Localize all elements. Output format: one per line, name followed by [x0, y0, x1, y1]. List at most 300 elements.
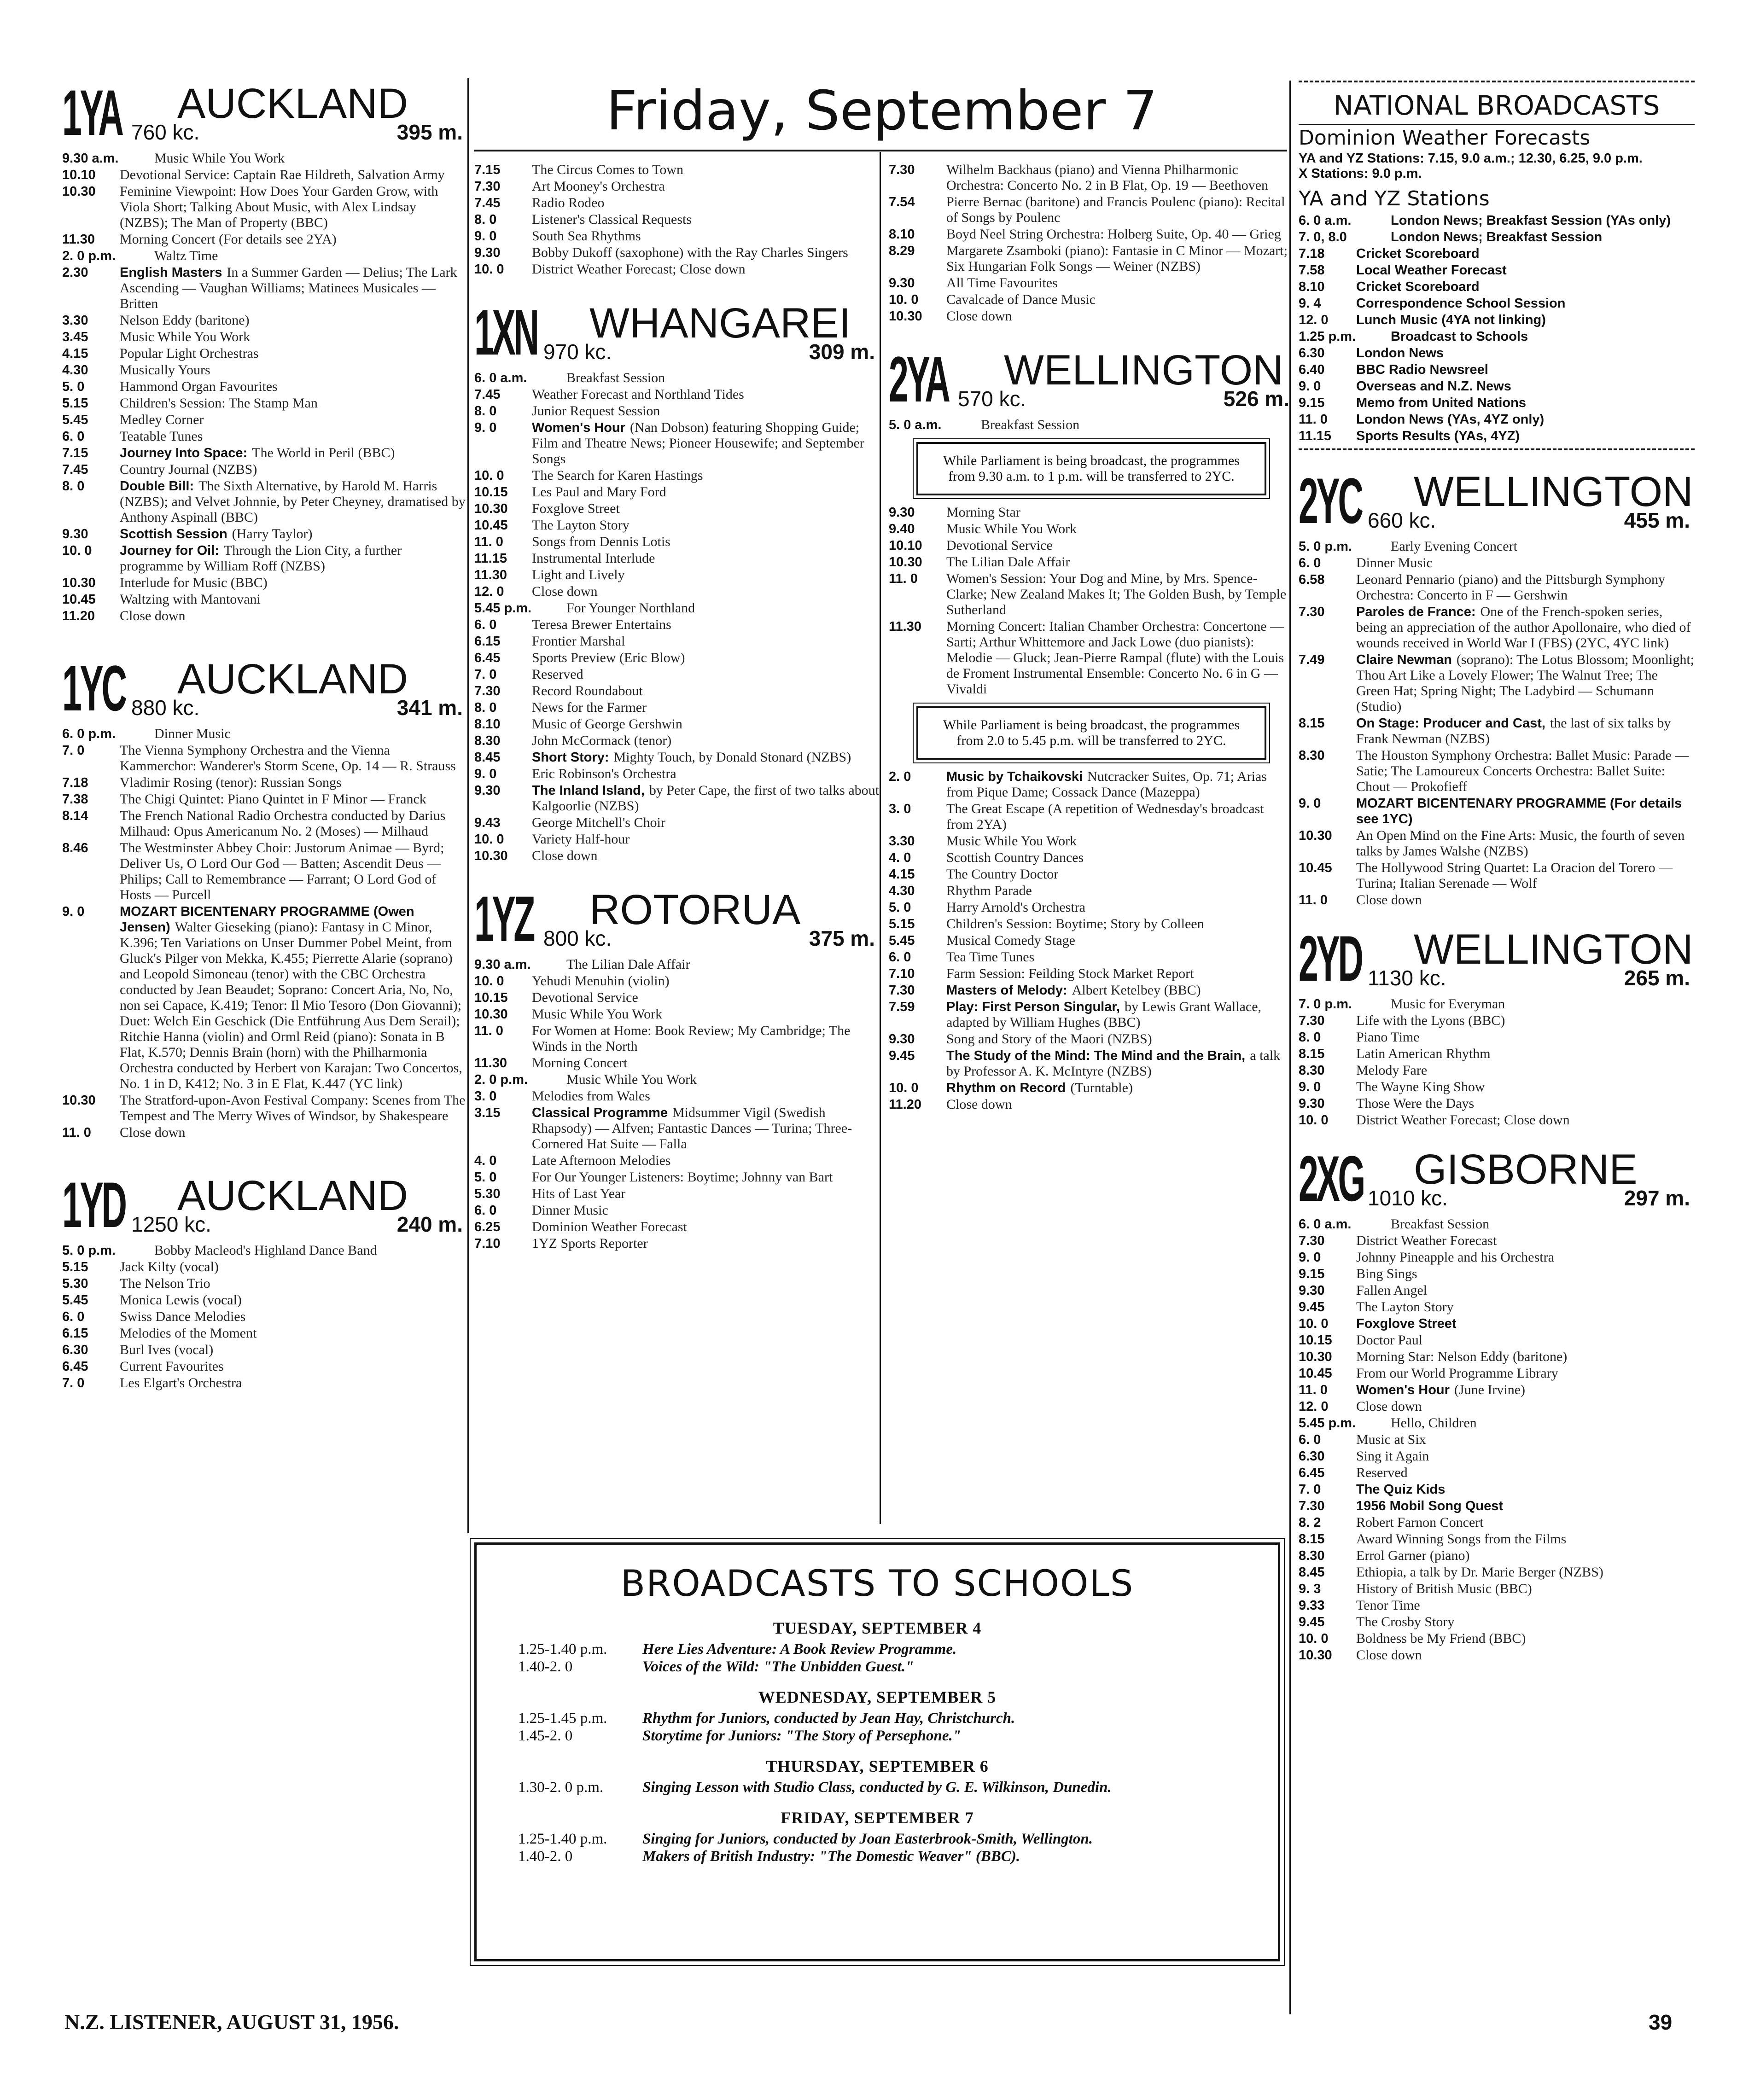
programme-time: 4.15	[889, 867, 915, 882]
programme-time: 7.30	[1299, 1013, 1325, 1028]
programme-description: Hits of Last Year	[532, 1186, 626, 1201]
programme-description: Bobby Macleod's Highland Dance Band	[154, 1243, 377, 1258]
programme-time: 4. 0	[889, 850, 911, 865]
programme-description: Pierre Bernac (baritone) and Francis Poulenc (piano): Recital of Songs by Poulenc	[946, 194, 1285, 225]
programme-time: 10. 0	[1299, 1631, 1329, 1646]
programme-entry	[1299, 1614, 1695, 1630]
programme-entry	[474, 617, 880, 633]
programme-time: 6.15	[62, 1326, 88, 1341]
station-header-1xn	[474, 296, 880, 369]
programme-entry	[474, 567, 880, 583]
programme-time: 10.30	[474, 849, 508, 863]
programme-description: Albert Ketelbey (BBC)	[1072, 983, 1201, 998]
programme-time: 10.30	[889, 309, 922, 324]
programme-list-1xn	[474, 370, 880, 864]
programme-entry	[1299, 1349, 1695, 1365]
programme-time: 6.30	[62, 1343, 88, 1357]
programme-description: Lunch Music (4YA not linking)	[1356, 313, 1546, 327]
programme-entry	[1299, 1233, 1695, 1249]
programme-time: 5. 0 p.m.	[62, 1243, 116, 1258]
programme-time: 8. 0	[62, 479, 85, 494]
programme-time: 7.49	[1299, 652, 1325, 667]
programme-entry	[62, 462, 467, 477]
programme-description: News for the Farmer	[532, 700, 647, 715]
programme-time: 7.30	[1299, 605, 1325, 619]
station-header-1yz	[474, 883, 880, 956]
programme-description: Vladimir Rosing (tenor): Russian Songs	[120, 775, 342, 790]
programme-description: From our World Programme Library	[1356, 1366, 1558, 1381]
programme-title: Masters of Melody:	[946, 983, 1067, 998]
programme-description: Melody Fare	[1356, 1063, 1428, 1078]
programme-time: 8.45	[1299, 1565, 1325, 1580]
programme-entry	[1299, 555, 1695, 571]
programme-description: Junior Request Session	[532, 403, 660, 419]
programme-entry	[474, 1055, 880, 1071]
programme-entry	[474, 1236, 880, 1251]
programme-entry	[474, 212, 880, 227]
programme-entry	[474, 683, 880, 699]
programme-time: 9.45	[889, 1048, 915, 1063]
programme-description: Monica Lewis (vocal)	[120, 1292, 242, 1308]
programme-time: 11.15	[474, 551, 507, 566]
weather-times-yayz: YA and YZ Stations: 7.15, 9.0 a.m.; 12.30, 6.25, 9.0 p.m.	[1299, 151, 1643, 166]
programme-description: Through the Lion City, a further programme by William Roff (NZBS)	[120, 543, 402, 574]
programme-description: Walter Gieseking (piano): Fantasy in C Minor, K.396; Ten Variations on Unser Dummer Pobel Meint, from Gluck's Pilger von Mekka, K.455; Pierrette Alarie (soprano) and Leopold Simoneau (tenor) with the CBC Orchestra conducted by Jean Beaudet; Soprano: Concert Aria, No, No, non sei Capace, K.419; Tenor: Il Mio Tesoro (Don Giovanni); Duet: Welch Ein Geschick (Die Entführung Aus Dem Serail); Ritchie Hanna (violin) and Orml Reid (piano): Sonata in B Flat, K.570; Dennis Brain (horn) with the Philharmonia Orchestra conducted by Herbert von Karajan: Two Concertos, No. 1 in D, K412; No. 3 in E Flat, K.447 (YC link)	[120, 919, 462, 1091]
programme-description: Music While You Work	[946, 833, 1077, 849]
programme-time: 5.45	[62, 1293, 88, 1308]
programme-title: Short Story:	[532, 750, 609, 765]
programme-time: 6.30	[1299, 1449, 1325, 1464]
programme-list-1yc	[62, 726, 467, 1140]
programme-description: Bobby Dukoff (saxophone) with the Ray Charles Singers	[532, 245, 848, 260]
programme-description: District Weather Forecast; Close down	[532, 262, 746, 277]
programme-description: Hammond Organ Favourites	[120, 379, 278, 394]
programme-description: Variety Half-hour	[532, 832, 630, 847]
programme-entry	[889, 308, 1294, 324]
programme-title: On Stage: Producer and Cast,	[1356, 716, 1545, 731]
programme-time: 9.30 a.m.	[474, 957, 531, 972]
programme-entry	[62, 1259, 467, 1275]
programme-entry	[1299, 1030, 1695, 1045]
programme-time: 9.30	[889, 1032, 915, 1047]
programme-time: 6. 0	[62, 429, 85, 444]
programme-description: Nelson Eddy (baritone)	[120, 313, 250, 328]
programme-time: 5.30	[474, 1187, 501, 1201]
programme-description: The Houston Symphony Orchestra: Ballet Music: Parade — Satie; The Lamoureux Concerts Orchestra: Ballet Suite: Chout — Prokofieff	[1356, 748, 1689, 794]
programme-description: Latin American Rhythm	[1356, 1046, 1491, 1061]
programme-description: Music of George Gershwin	[532, 716, 682, 732]
programme-entry	[62, 904, 467, 1092]
programme-entry	[1299, 1299, 1695, 1315]
programme-list-2ya-afternoon	[889, 769, 1294, 1112]
programme-entry	[62, 775, 467, 791]
programme-description: by Lewis Grant Wallace, adapted by William Hughes (BBC)	[946, 999, 1262, 1030]
programme-entry	[1299, 1332, 1695, 1348]
programme-time: 2. 0 p.m.	[474, 1072, 528, 1087]
station-call: 1YA	[62, 76, 122, 149]
programme-time: 10.30	[474, 1007, 508, 1022]
programme-description: Women's Session: Your Dog and Mine, by Mrs. Spence-Clarke; New Zealand Makes It; The Golden Bush, by Temple Sutherland	[946, 571, 1287, 617]
programme-description: For Our Younger Listeners: Boytime; Johnny van Bart	[532, 1169, 833, 1185]
programme-description: Close down	[532, 584, 598, 599]
programme-time: 7.30	[1299, 1499, 1325, 1513]
programme-time: 12. 0	[1299, 313, 1329, 327]
programme-time: 4.30	[889, 884, 915, 898]
station-wavelength: 297 m.	[1624, 1186, 1690, 1210]
programme-entry	[889, 933, 1294, 948]
column-1	[62, 76, 467, 1392]
programme-description: Close down	[1356, 1399, 1422, 1414]
programme-entry	[474, 468, 880, 483]
programme-time: 8.30	[1299, 1063, 1325, 1078]
schools-broadcast-title: Here Lies Adventure: A Book Review Programme.	[642, 1641, 957, 1658]
programme-description: Harry Arnold's Orchestra	[946, 900, 1085, 915]
programme-entry	[1299, 828, 1695, 859]
programme-description: For Women at Home: Book Review; My Cambridge; The Winds in the North	[532, 1023, 851, 1054]
programme-entry	[62, 429, 467, 444]
programme-list-2ya-late-morning	[889, 505, 1294, 697]
programme-time: 11.30	[474, 1056, 507, 1070]
programme-description: (June Irvine)	[1454, 1382, 1526, 1397]
programme-description: All Time Favourites	[946, 275, 1058, 291]
schools-day-heading: TUESDAY, SEPTEMBER 4	[773, 1619, 982, 1637]
programme-entry	[1299, 1565, 1695, 1580]
station-call: 2XG	[1299, 1142, 1364, 1215]
station-city: WELLINGTON	[1004, 347, 1283, 394]
programme-time: 7.45	[62, 462, 88, 477]
programme-description: Morning Concert (For details see 2YA)	[120, 232, 337, 247]
programme-time: 7.10	[889, 966, 915, 981]
station-city: AUCKLAND	[177, 80, 408, 127]
programme-time: 9.30	[889, 505, 915, 520]
programme-description: Sports Preview (Eric Blow)	[532, 650, 685, 665]
schools-broadcast-time: 1.25-1.40 p.m.	[518, 1831, 607, 1847]
station-wavelength: 455 m.	[1624, 508, 1690, 532]
programme-entry	[889, 916, 1294, 932]
programme-description: South Sea Rhythms	[532, 228, 641, 244]
programme-entry	[474, 766, 880, 782]
programme-description: Sports Results (YAs, 4YZ)	[1356, 429, 1520, 443]
programme-description: Dinner Music	[1356, 555, 1433, 570]
programme-title: Scottish Session	[120, 527, 227, 541]
station-city: AUCKLAND	[177, 656, 408, 703]
programme-time: 7.58	[1299, 263, 1325, 278]
programme-entry	[1299, 1581, 1695, 1597]
programme-time: 7.30	[889, 983, 915, 998]
programme-time: 9.30	[474, 245, 501, 260]
programme-time: 10.30	[1299, 1648, 1332, 1663]
programme-entry	[62, 1326, 467, 1341]
programme-entry	[62, 1276, 467, 1291]
programme-time: 11. 0	[889, 571, 918, 586]
station-header-1yd	[62, 1169, 467, 1242]
programme-time: 7.30	[1299, 1233, 1325, 1248]
programme-entry	[62, 346, 467, 361]
schools-broadcast-item	[518, 1779, 1278, 1796]
station-call: 1YC	[62, 652, 125, 724]
station-frequency: 1130 kc.	[1368, 966, 1446, 990]
programme-description: The Wayne King Show	[1356, 1079, 1485, 1094]
programme-time: 10.30	[62, 184, 96, 199]
programme-entry	[474, 1088, 880, 1104]
programme-time: 2. 0	[889, 769, 911, 784]
programme-time: 3.30	[889, 834, 915, 849]
programme-entry	[1299, 1079, 1695, 1095]
programme-time: 5. 0	[474, 1170, 497, 1185]
programme-time: 5. 0	[889, 900, 911, 915]
programme-description: The Search for Karen Hastings	[532, 468, 703, 483]
programme-description: Musically Yours	[120, 362, 210, 378]
programme-description: The Country Doctor	[946, 867, 1059, 882]
programme-time: 8.10	[889, 227, 915, 242]
programme-entry	[62, 1125, 467, 1140]
programme-description: Melodies of the Moment	[120, 1326, 257, 1341]
programme-description: Waltz Time	[154, 248, 218, 263]
station-header-1ya	[62, 76, 467, 150]
programme-entry	[62, 526, 467, 542]
programme-entry	[62, 1342, 467, 1358]
programme-description: Leonard Pennario (piano) and the Pittsburgh Symphony Orchestra: Concerto in F — Gershwin	[1356, 572, 1666, 603]
station-header-2xg	[1299, 1142, 1695, 1216]
programme-entry	[1299, 378, 1695, 394]
programme-description: The Sixth Alternative, by Harold M. Harris (NZBS); and Velvet Johnnie, by Peter Cheyney, dramatised by Anthony Aspinall (BBC)	[120, 478, 466, 525]
programme-time: 7.15	[474, 163, 501, 177]
programme-time: 8.29	[889, 244, 915, 258]
programme-time: 11. 0	[1299, 412, 1328, 427]
programme-entry	[474, 501, 880, 517]
programme-time: 9.30	[62, 527, 88, 541]
programme-time: 8. 0	[1299, 1030, 1321, 1045]
programme-time: 6.15	[474, 634, 501, 649]
programme-entry	[889, 999, 1294, 1030]
programme-description: Musical Comedy Stage	[946, 933, 1075, 948]
publication-footer: N.Z. LISTENER, AUGUST 31, 1956.	[64, 2010, 399, 2034]
schools-title: BROADCASTS TO SCHOOLS	[620, 1563, 1134, 1605]
station-frequency: 800 kc.	[543, 926, 612, 950]
programme-list-1yd	[62, 1243, 467, 1391]
programme-entry	[474, 1023, 880, 1054]
programme-entry	[62, 1309, 467, 1325]
programme-entry	[889, 162, 1294, 193]
programme-description: the last of six talks by Frank Newman (NZBS)	[1356, 716, 1671, 746]
programme-time: 6. 0	[889, 950, 911, 965]
programme-description: Radio Rodeo	[532, 195, 605, 210]
programme-entry	[62, 840, 467, 903]
programme-time: 10. 0	[889, 1081, 919, 1095]
programme-time: 11. 0	[1299, 893, 1328, 907]
programme-time: 11.15	[1299, 429, 1331, 443]
programme-time: 6.25	[474, 1220, 501, 1234]
programme-time: 3.45	[62, 330, 88, 344]
programme-time: 5.45	[889, 933, 915, 948]
programme-time: 9. 0	[474, 420, 497, 435]
station-frequency: 660 kc.	[1368, 508, 1436, 532]
station-call: 2YC	[1299, 465, 1362, 537]
programme-entry	[62, 184, 467, 231]
page-date-heading: Friday, September 7	[606, 79, 1158, 142]
programme-description: The Vienna Symphony Orchestra and the Vienna Kammerchor: Wanderer's Storm Scene, Op. 14 — R. Strauss	[120, 743, 456, 774]
station-city: AUCKLAND	[177, 1172, 408, 1219]
programme-time: 6. 0	[1299, 1432, 1321, 1447]
programme-title: Classical Programme	[532, 1105, 668, 1120]
programme-entry	[1299, 213, 1695, 228]
station-frequency: 970 kc.	[543, 340, 612, 364]
programme-time: 5. 0 p.m.	[1299, 539, 1352, 554]
programme-time: 10.45	[62, 592, 96, 607]
programme-description: Listener's Classical Requests	[532, 212, 692, 227]
station-city: WHANGAREI	[589, 300, 851, 347]
programme-description: Swiss Dance Melodies	[120, 1309, 246, 1324]
programme-entry	[1299, 1096, 1695, 1111]
station-city: GISBORNE	[1414, 1146, 1638, 1193]
programme-entry	[1299, 1013, 1695, 1029]
programme-entry	[474, 750, 880, 765]
programme-entry	[474, 584, 880, 599]
programme-time: 10.45	[474, 518, 508, 533]
programme-description: Reserved	[1356, 1465, 1408, 1480]
programme-description: Close down	[946, 1097, 1012, 1112]
programme-list-2yc	[1299, 539, 1695, 908]
programme-description: Errol Garner (piano)	[1356, 1548, 1470, 1563]
programme-time: 8.10	[474, 717, 501, 732]
programme-description: Melodies from Wales	[532, 1088, 650, 1104]
programme-description: The World in Peril (BBC)	[252, 445, 395, 460]
programme-entry	[474, 228, 880, 244]
programme-description: Yehudi Menuhin (violin)	[532, 973, 670, 989]
programme-time: 9. 0	[1299, 796, 1321, 811]
programme-description: Les Elgart's Orchestra	[120, 1375, 242, 1390]
programme-entry	[62, 1292, 467, 1308]
programme-entry	[1299, 892, 1695, 908]
programme-time: 12. 0	[1299, 1399, 1329, 1414]
programme-time: 10. 0	[62, 543, 92, 558]
programme-time: 9.30 a.m.	[62, 151, 119, 166]
programme-time: 6. 0 a.m.	[1299, 1217, 1352, 1232]
programme-entry	[62, 1375, 467, 1391]
programme-time: 2. 0 p.m.	[62, 249, 116, 263]
programme-description: Fallen Angel	[1356, 1283, 1428, 1298]
programme-time: 9.30	[474, 783, 501, 798]
programme-description: The Layton Story	[1356, 1299, 1454, 1315]
programme-entry	[1299, 1266, 1695, 1282]
programme-time: 5.15	[62, 1260, 88, 1274]
programme-time: 10.30	[474, 501, 508, 516]
programme-description: Dominion Weather Forecast	[532, 1219, 687, 1234]
programme-description: The Nelson Trio	[120, 1276, 210, 1291]
programme-time: 10.30	[62, 1093, 96, 1108]
schools-broadcast-time: 1.25-1.45 p.m.	[518, 1710, 607, 1727]
programme-description: Interlude for Music (BBC)	[120, 575, 268, 590]
programme-entry	[474, 518, 880, 533]
programme-title: MOZART BICENTENARY PROGRAMME (For details see 1YC)	[1356, 796, 1682, 826]
programme-entry	[889, 619, 1294, 697]
programme-entry	[62, 362, 467, 378]
programme-list-2yd	[1299, 996, 1695, 1128]
programme-time: 9. 4	[1299, 296, 1321, 311]
programme-time: 6.58	[1299, 572, 1325, 587]
programme-description: Current Favourites	[120, 1359, 224, 1374]
programme-entry	[889, 243, 1294, 274]
programme-time: 10.45	[1299, 1366, 1332, 1381]
programme-description: Music While You Work	[154, 151, 285, 166]
programme-title: Play: First Person Singular,	[946, 1000, 1120, 1014]
programme-description: Doctor Paul	[1356, 1332, 1423, 1348]
programme-description: Close down	[946, 308, 1012, 324]
programme-entry	[1299, 716, 1695, 747]
programme-entry	[889, 521, 1294, 537]
schools-day-heading: FRIDAY, SEPTEMBER 7	[781, 1809, 974, 1827]
programme-time: 11. 0	[474, 1024, 503, 1038]
programme-entry	[1299, 1063, 1695, 1078]
programme-time: 7. 0, 8.0	[1299, 230, 1347, 244]
programme-description: District Weather Forecast; Close down	[1356, 1112, 1570, 1128]
programme-entry	[1299, 1465, 1695, 1481]
station-wavelength: 526 m.	[1223, 387, 1289, 411]
schools-broadcast-title: Makers of British Industry: "The Domestic Weaver" (BBC).	[642, 1848, 1020, 1865]
programme-title: MOZART BICENTENARY PROGRAMME (Owen Jensen)	[120, 904, 414, 935]
programme-description: Devotional Service	[532, 990, 638, 1005]
programme-entry	[62, 543, 467, 574]
column-2	[474, 161, 880, 1252]
programme-time: 7. 0	[62, 743, 85, 758]
programme-description: Children's Session: The Stamp Man	[120, 396, 318, 411]
programme-description: Late Afternoon Melodies	[532, 1153, 671, 1168]
programme-time: 7.18	[62, 775, 88, 790]
programme-description: Cricket Scoreboard	[1356, 279, 1480, 294]
programme-entry	[1299, 246, 1695, 262]
programme-entry	[62, 791, 467, 807]
programme-entry	[1299, 362, 1695, 378]
programme-list-1yc-continued	[474, 162, 880, 277]
programme-time: 8.15	[1299, 1532, 1325, 1547]
schools-broadcast-item	[518, 1658, 1278, 1675]
programme-description: Close down	[120, 1125, 186, 1140]
programme-description: In a Summer Garden — Delius; The Lark Ascending — Vaughan Williams; Matinees Musicales — Britten	[120, 265, 457, 311]
programme-entry	[889, 417, 1294, 433]
programme-time: 7.54	[889, 195, 915, 209]
programme-entry	[889, 538, 1294, 553]
programme-description: Eric Robinson's Orchestra	[532, 766, 676, 781]
programme-time: 9.43	[474, 815, 501, 830]
schools-broadcast-item	[518, 1640, 1278, 1658]
programme-time: 10.10	[889, 538, 922, 553]
programme-entry	[1299, 1415, 1695, 1431]
schools-broadcast-title: Rhythm for Juniors, conducted by Jean Hay, Christchurch.	[642, 1710, 1015, 1727]
programme-title: Journey for Oil:	[120, 543, 219, 558]
weather-heading: Dominion Weather Forecasts	[1299, 126, 1591, 150]
programme-time: 6. 0	[62, 1309, 85, 1324]
schools-broadcast-title: Singing for Juniors, conducted by Joan Easterbrook-Smith, Wellington.	[642, 1831, 1093, 1847]
programme-entry	[474, 716, 880, 732]
programme-time: 10.15	[474, 990, 508, 1005]
programme-description: Breakfast Session	[1391, 1216, 1490, 1232]
programme-description: Broadcast to Schools	[1391, 329, 1528, 344]
programme-time: 6. 0 a.m.	[1299, 213, 1352, 228]
programme-time: 8.10	[1299, 279, 1325, 294]
programme-time: 7.30	[474, 179, 501, 194]
programme-description: Morning Star	[946, 505, 1020, 520]
programme-entry	[1299, 996, 1695, 1012]
programme-description: Early Evening Concert	[1391, 539, 1517, 554]
programme-time: 9. 0	[474, 229, 497, 244]
programme-entry	[1299, 1283, 1695, 1298]
programme-time: 6.45	[62, 1359, 88, 1374]
programme-time: 2.30	[62, 265, 88, 280]
parliament-notice: While Parliament is being broadcast, the programmes from 2.0 to 5.45 p.m. will be transferred to 2YC.	[916, 706, 1266, 760]
programme-description: Boyd Neel String Orchestra: Holberg Suite, Op. 40 — Grieg	[946, 227, 1281, 242]
programme-entry	[474, 162, 880, 178]
programme-description: The Lilian Dale Affair	[566, 957, 690, 972]
